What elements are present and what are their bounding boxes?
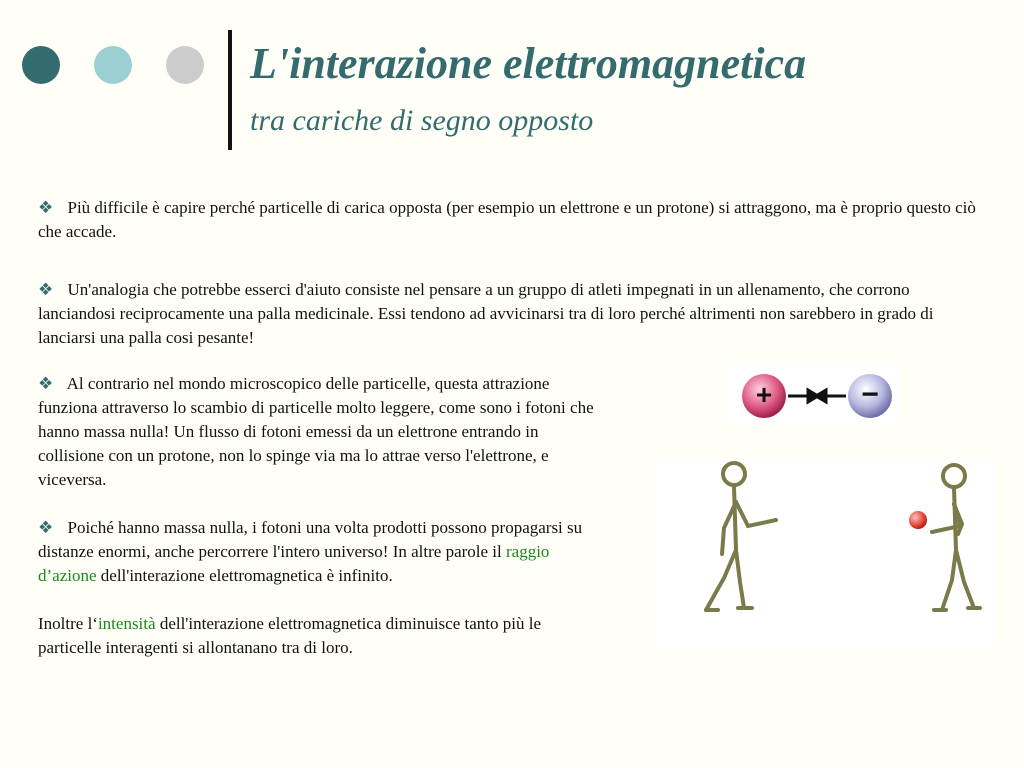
page-subtitle: tra cariche di segno opposto bbox=[250, 104, 594, 137]
bullet-icon: ❖ bbox=[38, 198, 54, 217]
page-title: L'interazione elettromagnetica bbox=[250, 39, 807, 88]
decor-dot-dark bbox=[22, 46, 60, 84]
attraction-arrows-icon bbox=[788, 390, 846, 402]
bullet-icon: ❖ bbox=[38, 374, 54, 393]
raggio-azione-link[interactable]: raggio d’azione bbox=[38, 542, 550, 585]
minus-sign: − bbox=[861, 378, 879, 411]
decor-dot-light bbox=[94, 46, 132, 84]
athlete-left-icon bbox=[706, 463, 776, 610]
medicine-ball-icon bbox=[909, 511, 927, 529]
title-divider bbox=[228, 30, 232, 150]
paragraph-5-text-a: Inoltre l‘ bbox=[38, 614, 98, 633]
charges-attraction-image bbox=[728, 362, 900, 424]
decor-dot-grey bbox=[166, 46, 204, 84]
athlete-right-icon bbox=[932, 465, 980, 610]
plus-sign: + bbox=[755, 379, 773, 410]
paragraph-4-text-b: dell'interazione elettromagnetica è infinito. bbox=[96, 566, 393, 585]
paragraph-1-text: Più difficile è capire perché particelle di carica opposta (per esempio un elettrone e un protone) si attraggono, ma è proprio questo ciò che accade. bbox=[38, 198, 976, 241]
paragraph-4-text-a: Poiché hanno massa nulla, i fotoni una volta prodotti possono propagarsi su distanze enormi, anche percorrere l'intero universo! In altre parole il bbox=[38, 518, 583, 561]
intensita-link[interactable]: intensità bbox=[97, 614, 156, 633]
paragraph-4 bbox=[38, 516, 598, 588]
bullet-icon: ❖ bbox=[38, 280, 54, 299]
paragraph-5-text-b: dell'interazione elettromagnetica diminuisce tanto più le particelle interagenti si allontanano tra di loro. bbox=[38, 614, 541, 657]
paragraph-3 bbox=[38, 372, 598, 492]
athletes-throwing-ball-image bbox=[656, 458, 996, 648]
paragraph-5 bbox=[38, 612, 598, 660]
paragraph-3-text: Al contrario nel mondo microscopico delle particelle, questa attrazione funziona attraverso lo scambio di particelle molto leggere, come sono i fotoni che hanno massa nulla! Un flusso di fotoni emessi da un elettrone entrando in collisione con un protone, non lo spinge via ma lo attrae verso l'elettrone, e viceversa. bbox=[38, 374, 594, 489]
paragraph-2-text: Un'analogia che potrebbe esserci d'aiuto consiste nel pensare a un gruppo di atleti impegnati in un allenamento, che corrono lanciandosi reciprocamente una palla medicinale. Essi tendono ad avvicinarsi tra di loro perché altrimenti non sarebbero in grado di lanciarsi una palla cosi pesante! bbox=[38, 280, 934, 347]
bullet-icon: ❖ bbox=[38, 518, 54, 537]
paragraph-2 bbox=[38, 278, 988, 350]
paragraph-1 bbox=[38, 196, 988, 244]
